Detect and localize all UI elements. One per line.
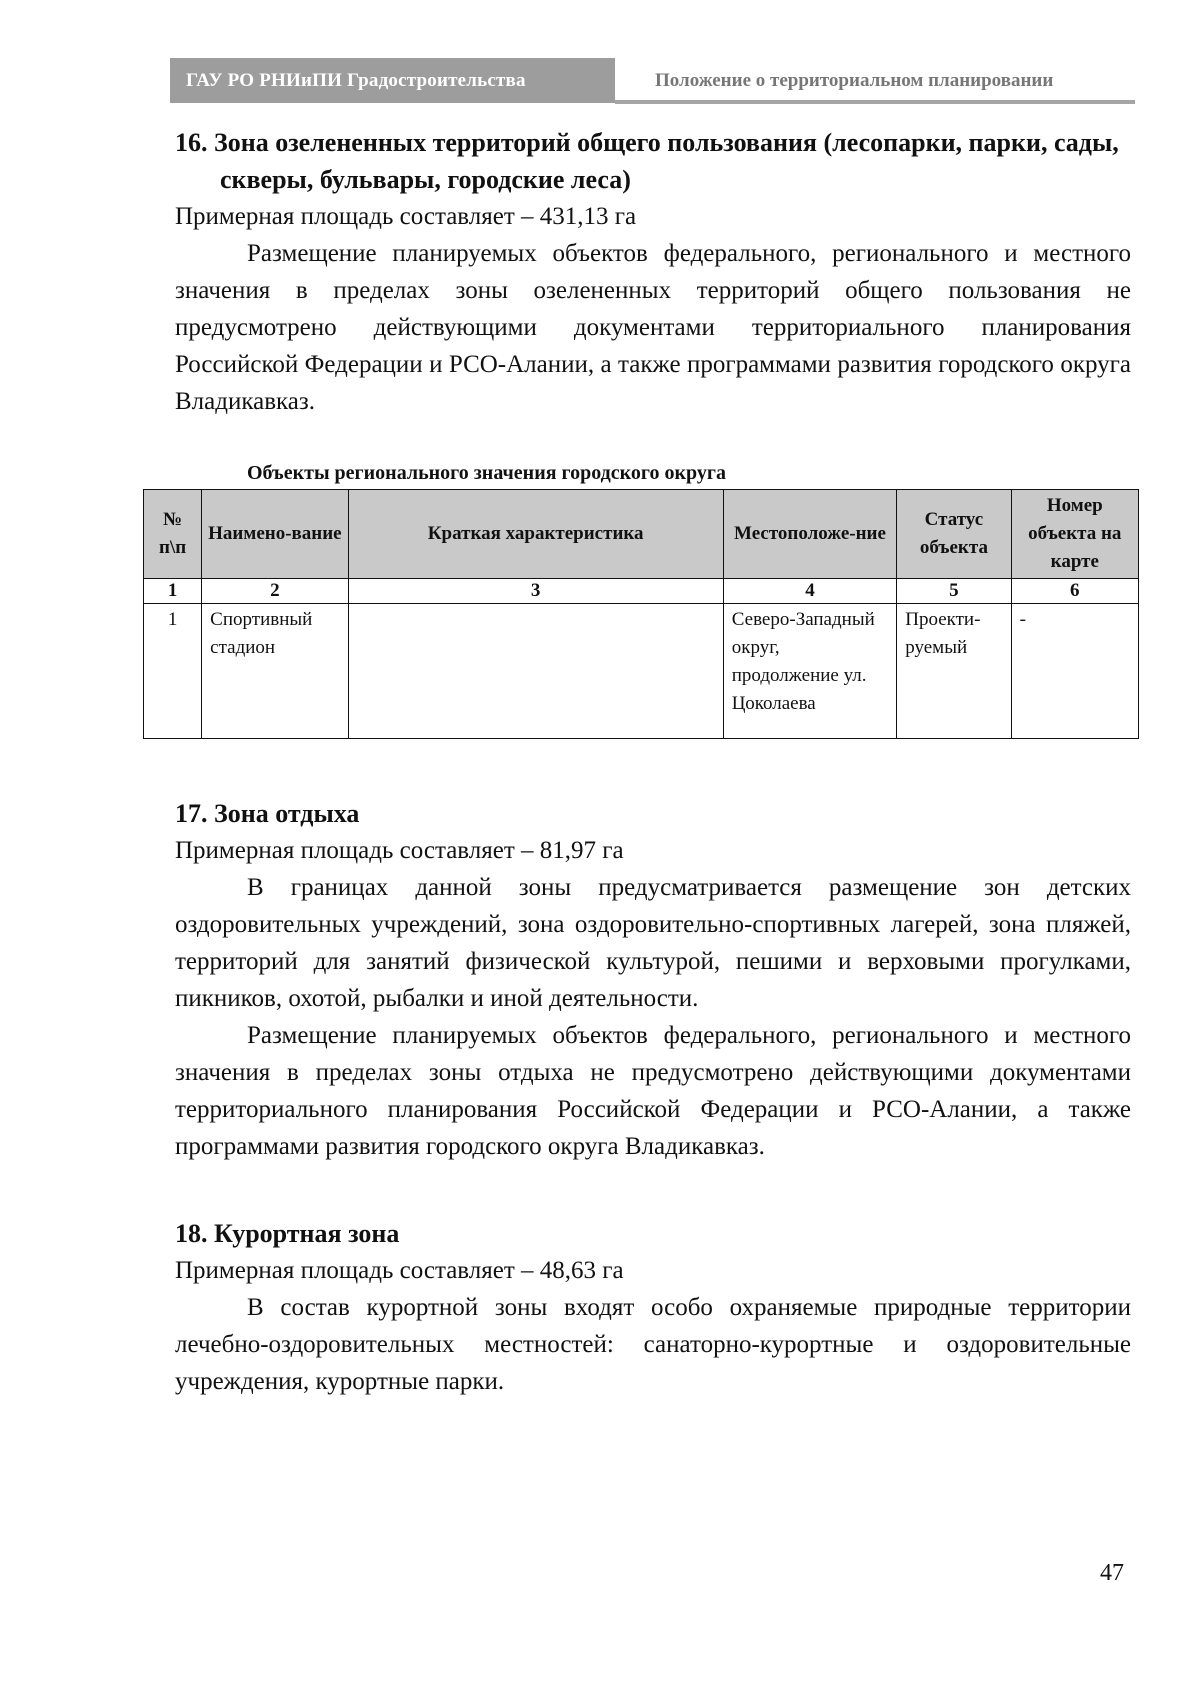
col-header-number: № п\п <box>144 490 202 579</box>
section-17-heading: 17. Зона отдыха <box>175 799 360 828</box>
col-number: 3 <box>348 579 723 604</box>
section-16-paragraph: Размещение планируемых объектов федерального, регионального и местного значения в пределах зоны озелененных территорий общего пользования не предусмотрено действующими документами территориального планирования Российской Федерации и РСО-Алании, а также программами развития городского округа Владикавказ. <box>175 240 1131 415</box>
page-number: 47 <box>1100 1560 1124 1586</box>
col-number: 2 <box>202 579 348 604</box>
cell-number: 1 <box>144 604 202 739</box>
col-number: 1 <box>144 579 202 604</box>
section-18-heading: 18. Курортная зона <box>175 1219 400 1248</box>
section-18-area: Примерная площадь составляет – 48,63 га <box>175 1257 624 1284</box>
objects-table <box>143 489 1139 739</box>
section-17-paragraph-1: В границах данной зоны предусматривается размещение зон детских оздоровительных учреждений, зона оздоровительно-спортивных лагерей, зона пляжей, территорий для занятий физической культурой, пешими и верховыми прогулками, пикников, охотой, рыбалки и иной деятельности. <box>175 874 1131 1012</box>
table-row <box>144 604 1139 739</box>
col-number: 6 <box>1011 579 1138 604</box>
section-17-paragraph-2: Размещение планируемых объектов федерального, регионального и местного значения в пределах зоны отдыха не предусмотрено действующими документами территориального планирования Российской Федерации и РСО-Алании, а также программами развития городского округа Владикавказ. <box>175 1022 1131 1160</box>
page-content <box>158 124 1131 1400</box>
section-17-area: Примерная площадь составляет – 81,97 га <box>175 837 624 864</box>
section-16-heading: 16. Зона озелененных территорий общего пользования (лесопарки, парки, сады, скверы, бульвары, городские леса) <box>175 128 1119 194</box>
cell-status: Проекти-руемый <box>897 604 1011 739</box>
section-16-area: Примерная площадь составляет – 431,13 га <box>175 203 637 230</box>
header-document-title: Положение о территориальном планировании <box>655 70 1054 91</box>
cell-location: Северо-Западный округ, продолжение ул. Цоколаева <box>723 604 897 739</box>
col-header-description: Краткая характеристика <box>348 490 723 579</box>
col-header-map-number: Номер объекта на карте <box>1011 490 1138 579</box>
table-column-numbers-row <box>144 579 1139 604</box>
col-header-name: Наимено-вание <box>202 490 348 579</box>
header-divider <box>615 100 1135 104</box>
table-caption: Объекты регионального значения городского округа <box>247 462 726 484</box>
col-header-status: Статус объекта <box>897 490 1011 579</box>
header-org-label: ГАУ РО РНИиПИ Градостроительства <box>170 58 615 103</box>
table-header-row <box>144 490 1139 579</box>
col-header-location: Местоположе-ние <box>723 490 897 579</box>
col-number: 4 <box>723 579 897 604</box>
section-18-paragraph: В состав курортной зоны входят особо охраняемые природные территории лечебно-оздоровительных местностей: санаторно-курортные и оздоровительные учреждения, курортные парки. <box>175 1294 1131 1395</box>
cell-name: Спортивный стадион <box>202 604 348 739</box>
cell-map-number: - <box>1011 604 1138 739</box>
cell-description <box>348 604 723 739</box>
col-number: 5 <box>897 579 1011 604</box>
